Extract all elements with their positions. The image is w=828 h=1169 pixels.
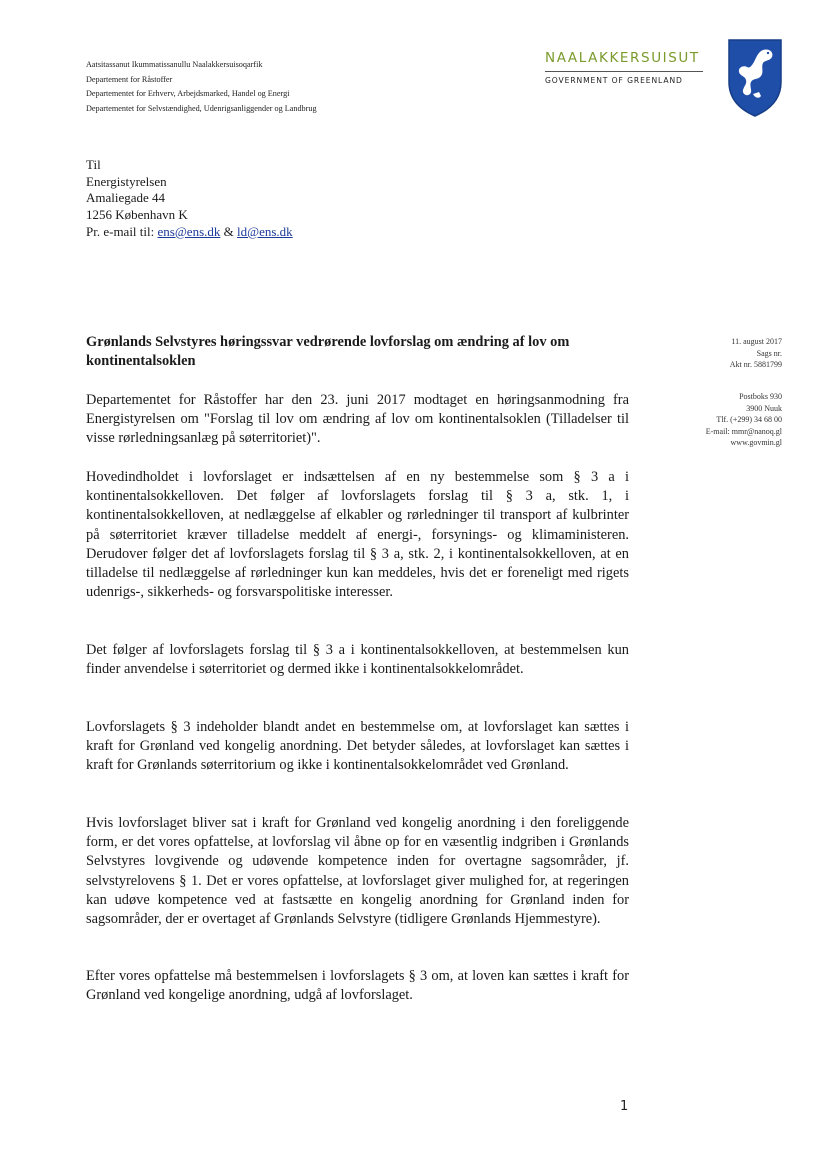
addressee-city: 1256 København K <box>86 207 188 223</box>
sender-line: Aatsitassanut Ikummatissanullu Naalakkersuisoqarfik <box>86 60 263 69</box>
addressee-street: Amaliegade 44 <box>86 190 166 206</box>
addressee-name: Energistyrelsen <box>86 173 167 189</box>
addressee-to: Til <box>86 157 101 172</box>
body-paragraph: Det følger af lovforslagets forslag til § 3 a i kontinentalsokkelloven, at bestemmelsen kun finder anvendelse i søterritoriet og dermed ikke i kontinentalsokkelområdet. <box>86 642 629 678</box>
email-prefix: Pr. e-mail til: <box>86 223 155 239</box>
body-paragraph: Departementet for Råstoffer har den 23. juni 2017 modtaget en høringsanmodning fra Energistyrelsen om "Forslag til lov om ændring af lov om kontinentalsoklen (Tilladelser til visse rørledningsanlæg på søterritoriet)". <box>86 392 629 447</box>
body-paragraph: Hovedindholdet i lovforslaget er indsættelsen af en ny bestemmelse som § 3 a i kontinentalsokkelloven. Det følger af lovforslagets forslag til § 3 a, stk. 1, i kontinentalsokkelloven, at nedlæggelse af elkabler og rørledninger til transport af kulbrinter på søterritoriet kræver tilladelse meddelt af energi-, forsynings- og klimaministeren. Derudover følger det af lovforslagets forslag til § 3 a, stk. 2, i kontinentalsokkelloven, at en tilladelse til nedlæggelse af rørledninger kun kan meddeles, hvis det er foreneligt med rigets udenrigs-, sikkerheds- og forsvarspolitiske interesser. <box>86 469 629 601</box>
logo-name: NAALAKKERSUISUT <box>545 50 700 66</box>
po-box: Postboks 930 <box>739 392 782 401</box>
contact-email: E-mail: mmr@nanoq.gl <box>705 426 782 436</box>
sender-line: Departement for Råstoffer <box>86 74 173 84</box>
email-link-ld[interactable]: ld@ens.dk <box>237 223 293 239</box>
case-number: Sags nr. <box>756 348 782 358</box>
phone: Tlf. (+299) 34 68 00 <box>716 415 782 424</box>
zip-city: 3900 Nuuk <box>746 403 782 413</box>
letter-subject: Grønlands Selvstyres høringssvar vedrørende lovforslag om ændring af lov om kontinentalsoklen <box>86 334 570 369</box>
email-ampersand: & <box>223 223 234 239</box>
body-paragraph: Hvis lovforslaget bliver sat i kraft for Grønland ved kongelig anordning i den foreliggende form, er det vores opfattelse, at lovforslag vil åbne op for en væsentlig indgriben i Grønlands Selvstyres lovgivende og udøvende kompetence inden for overtagne sagsområder, jf. selvstyrelovens § 1. Det er vores opfattelse, at lovforslaget giver mulighed for, at regeringen kan udøve kompetence ved at fastsætte en kongelig anordning for Grønland inden for sagsområder, der er overtaget af Grønlands Selvstyre (tidligere Grønlands Hjemmestyre). <box>86 815 629 928</box>
body-paragraph: Efter vores opfattelse må bestemmelsen i lovforslagets § 3 om, at loven kan sættes i kraft for Grønland ved kongelige anordning, udgå af lovforslaget. <box>86 968 629 1004</box>
addressee-block <box>86 157 293 241</box>
logo-subtitle: GOVERNMENT OF GREENLAND <box>545 76 683 85</box>
sender-line: Departementet for Erhverv, Arbejdsmarked, Handel og Energi <box>86 89 290 98</box>
website: www.govmin.gl <box>730 438 782 447</box>
sender-line: Departementet for Selvstændighed, Udenrigsanliggender og Landbrug <box>86 103 317 113</box>
logo-divider <box>545 71 703 72</box>
addressee-email-line <box>86 224 293 241</box>
letter-date: 11. august 2017 <box>731 337 782 346</box>
document-number: Akt nr. 5881799 <box>729 360 782 369</box>
page-number: 1 <box>620 1099 629 1114</box>
email-link-ens[interactable]: ens@ens.dk <box>157 223 221 239</box>
body-paragraph: Lovforslagets § 3 indeholder blandt andet en bestemmelse om, at lovforslaget kan sættes i kraft for Grønland ved kongelig anordning. Det betyder således, at lovforslaget kan sættes i kraft for Grønlands søterritorium og ikke i kontinentalsokkelområdet ved Grønland. <box>86 719 629 774</box>
polar-bear-crest-icon <box>725 36 785 118</box>
reference-meta <box>730 336 782 371</box>
sender-block <box>86 58 317 116</box>
contact-meta <box>706 391 782 449</box>
